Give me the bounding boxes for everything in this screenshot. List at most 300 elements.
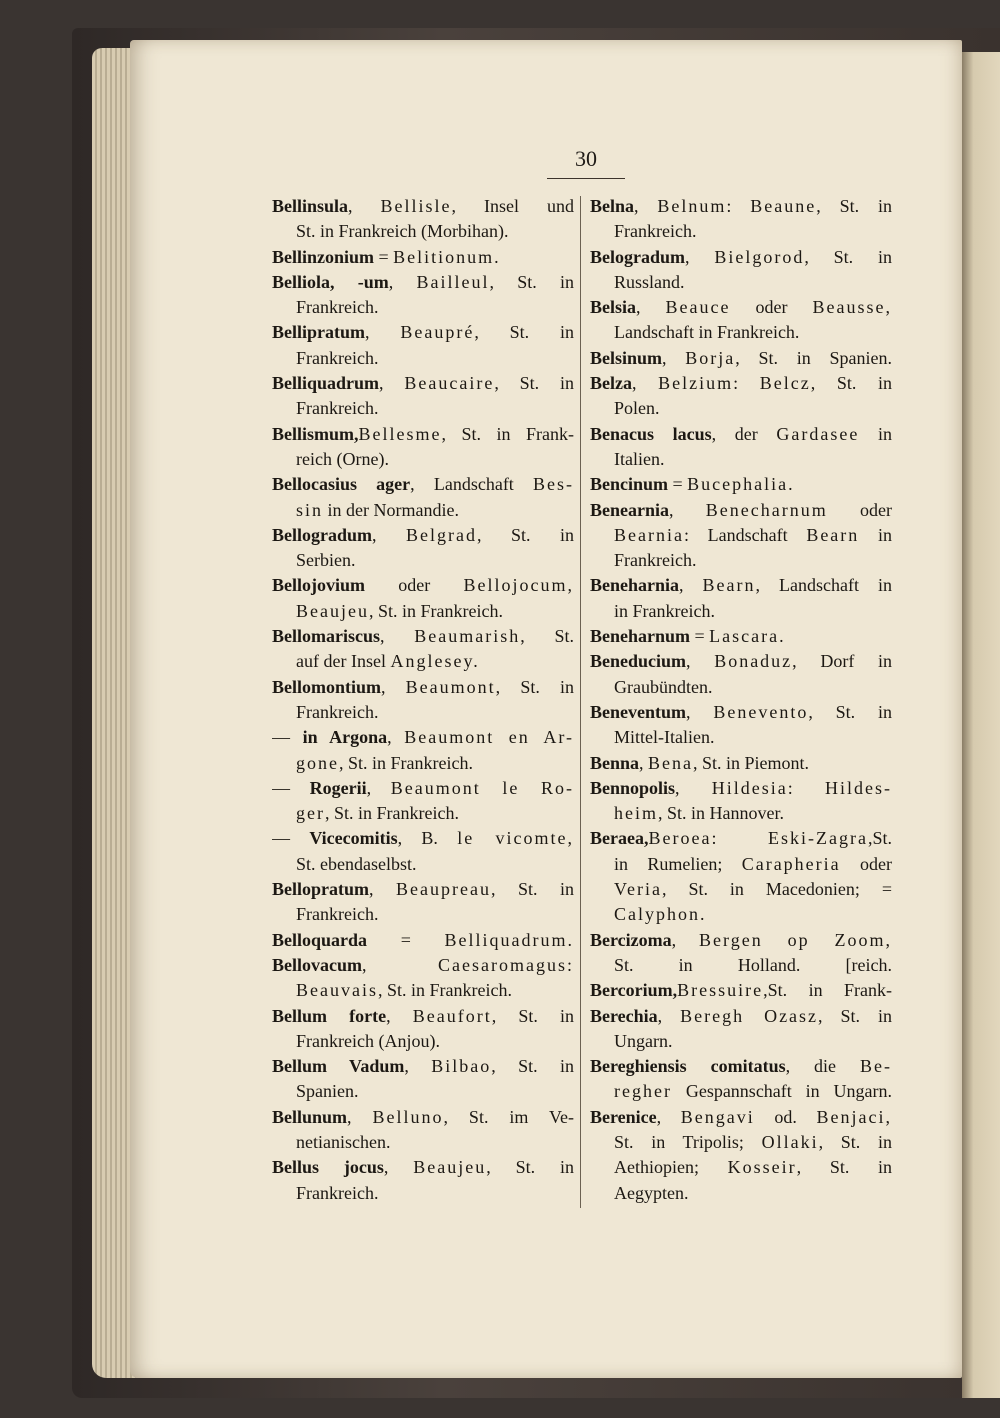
entry-text: = <box>374 246 394 267</box>
left-column-line <box>272 1155 574 1180</box>
spaced-name: Beregh Ozasz <box>680 1005 819 1026</box>
headword: Bereghiensis comitatus <box>590 1056 786 1077</box>
headword: Bellogradum <box>272 524 373 545</box>
right-column-line <box>590 1004 892 1029</box>
entry-text: Frankreich. <box>296 347 379 368</box>
entry-text: St. ebendaselbst. <box>296 853 417 874</box>
spaced-name: Beaumont en Ar- <box>404 727 574 748</box>
entry-text: = <box>367 929 445 950</box>
entry-text: in <box>859 524 892 545</box>
entry-text: , <box>369 879 397 900</box>
right-column-line <box>590 371 892 396</box>
entry-text: Mittel-Italien. <box>614 727 715 748</box>
headword: Bellinzonium <box>272 246 375 267</box>
left-column-line <box>272 573 574 598</box>
spaced-name: Belcz <box>759 373 811 394</box>
spaced-name: Belliquadrum. <box>444 929 574 950</box>
spaced-name: gone <box>296 752 339 773</box>
spaced-name: Bailleul <box>416 271 490 292</box>
entry-text: oder <box>840 853 892 874</box>
right-column-line <box>590 1155 892 1180</box>
left-column-line <box>272 1079 574 1104</box>
spaced-name: Benjaci, <box>816 1106 892 1127</box>
spaced-name: Bellisle <box>380 196 452 216</box>
right-column-line <box>590 877 892 902</box>
left-column-line <box>272 1054 574 1079</box>
entry-text: , <box>632 373 659 394</box>
entry-text: , Landschaft in <box>755 575 892 596</box>
headword: Benna <box>590 752 640 773</box>
spaced-name: Bellojocum, <box>463 575 574 596</box>
spaced-name: Benecharnum <box>705 499 828 520</box>
left-column-line <box>272 1181 574 1206</box>
entry-text: St. in Frankreich (Morbihan). <box>296 221 509 242</box>
entry-text: in <box>859 423 892 444</box>
right-column-line <box>590 523 892 548</box>
entry-text: , <box>383 1157 414 1178</box>
entry-text: Serbien. <box>296 550 356 571</box>
entry-text: , <box>380 626 415 647</box>
right-column-line <box>590 776 892 801</box>
spaced-name: Kosseir <box>727 1157 797 1178</box>
spaced-name: Hildesia <box>711 777 788 798</box>
right-column-line <box>590 725 892 750</box>
entry-text: , <box>347 1106 373 1127</box>
spaced-name: Bielgorod <box>714 246 805 267</box>
headword: Benacus lacus <box>590 423 712 444</box>
right-column-line <box>590 902 892 927</box>
entry-text: , St. in <box>494 373 574 394</box>
spaced-name: Anglesey. <box>390 651 480 672</box>
spaced-name: Bonaduz <box>714 651 793 672</box>
right-column-line <box>590 447 892 472</box>
headword: Beneventum <box>590 701 686 722</box>
spaced-name: Beaufort <box>412 1005 492 1026</box>
entry-text: , der <box>711 423 777 444</box>
right-column-line <box>590 751 892 776</box>
headword: Benearnia <box>590 499 669 520</box>
entry-text: Frankreich. <box>296 297 379 318</box>
entry-text: , St. in <box>474 322 574 343</box>
entry-text: Polen. <box>614 398 660 419</box>
entry-text: , St. in <box>796 1157 892 1178</box>
entry-text: , St. in <box>810 373 892 394</box>
headword: Bellopratum <box>272 879 369 900</box>
left-column-line <box>272 928 574 953</box>
headword: Belloquarda <box>272 929 368 950</box>
entry-text: : <box>726 196 751 216</box>
entry-text: : <box>733 373 760 394</box>
right-column-line <box>590 422 892 447</box>
entry-text: , <box>379 373 405 394</box>
entry-text: in Rumelien; <box>614 853 742 874</box>
entry-text: = <box>690 626 710 647</box>
entry-text: , St. in <box>816 196 892 216</box>
entry-text: , <box>639 752 649 773</box>
right-column-line <box>590 320 892 345</box>
right-column-line <box>590 1079 892 1104</box>
entry-text: Frankreich (Anjou). <box>296 1030 440 1051</box>
left-column-line <box>272 953 574 978</box>
spaced-name: Beaujeu <box>296 600 369 621</box>
entry-text: , B. <box>397 828 458 849</box>
spaced-name: Beausse, <box>812 297 892 318</box>
right-column-line <box>590 396 892 421</box>
spaced-name: Beaumarish <box>414 626 521 647</box>
headword: Bellus jocus <box>272 1157 384 1178</box>
spaced-name: sin <box>296 499 324 520</box>
entry-text: , <box>656 1106 681 1127</box>
entry-text: netianischen. <box>296 1131 391 1152</box>
spaced-name: Beroea <box>648 828 712 849</box>
left-column-line <box>272 826 574 851</box>
left-column-line <box>272 396 574 421</box>
entry-text: , <box>679 575 703 596</box>
headword: in Argona <box>302 727 388 748</box>
right-column-line <box>590 624 892 649</box>
spaced-name: Bearn <box>702 575 756 596</box>
right-column-line <box>590 573 892 598</box>
spaced-name: Be- <box>860 1056 892 1077</box>
entry-text: , <box>636 297 666 318</box>
entry-text: , St. in <box>491 1056 574 1077</box>
right-column <box>590 194 892 1206</box>
entry-text: oder <box>827 499 892 520</box>
entry-text: oder <box>365 575 464 596</box>
headword: Bellipratum <box>272 322 365 343</box>
right-column-line <box>590 295 892 320</box>
right-column-line <box>590 194 892 219</box>
left-column-line <box>272 801 574 826</box>
headword: Bellum Vadum <box>272 1056 405 1077</box>
spaced-name: Bellesme <box>358 423 442 444</box>
right-column-line <box>590 700 892 725</box>
entry-text: , St. in Piemont. <box>693 752 810 773</box>
left-column-line <box>272 194 574 219</box>
headword: Belna <box>590 196 635 216</box>
headword: Beneducium <box>590 651 687 672</box>
spaced-name: regher <box>614 1081 672 1102</box>
entry-text: Frankreich. <box>614 550 697 571</box>
entry-text: , Insel und <box>451 196 574 216</box>
right-column-line <box>590 1029 892 1054</box>
spaced-name: heim <box>614 803 658 824</box>
headword: Belza <box>590 373 632 394</box>
left-column-line <box>272 1130 574 1155</box>
entry-text: , <box>686 651 715 672</box>
entry-text: St. in Tripolis; <box>614 1131 762 1152</box>
entry-text: od. <box>754 1106 817 1127</box>
entry-text: — <box>272 828 310 849</box>
entry-text: oder <box>730 297 813 318</box>
entry-text: — <box>272 727 303 748</box>
right-column-line <box>590 801 892 826</box>
headword: Bercizoma <box>590 929 672 950</box>
spaced-name: Bearn <box>806 524 860 545</box>
headword: Belogradum <box>590 246 686 267</box>
spaced-name: Bressuire <box>677 980 764 1001</box>
headword: Bellinsula <box>272 196 349 216</box>
spaced-name: Bearnia <box>614 524 684 545</box>
left-column-line <box>272 422 574 447</box>
spaced-name: Belzium <box>658 373 734 394</box>
entry-text: , St. <box>520 626 574 647</box>
spaced-name: Calyphon. <box>614 904 707 925</box>
right-column-line <box>590 852 892 877</box>
right-column-line <box>590 928 892 953</box>
left-column-line <box>272 624 574 649</box>
headword: Bellocasius ager <box>272 474 411 495</box>
entry-text: Russland. <box>614 271 685 292</box>
left-column-line <box>272 1105 574 1130</box>
headword: Belsia <box>590 297 637 318</box>
left-column-line <box>272 447 574 472</box>
right-column-line <box>590 270 892 295</box>
entry-text: , <box>362 954 439 975</box>
spaced-name: Beaumont le Ro- <box>390 777 574 798</box>
entry-text: , <box>387 727 405 748</box>
spaced-name: Bes- <box>533 474 574 495</box>
left-column-line <box>272 523 574 548</box>
spaced-name: Belnum <box>657 196 727 216</box>
entry-text: : Landschaft <box>683 524 807 545</box>
right-column-line <box>590 498 892 523</box>
entry-text: , <box>386 1005 413 1026</box>
right-column-line <box>590 649 892 674</box>
headword: Bellomontium <box>272 676 382 697</box>
spaced-name: Lascara. <box>709 626 786 647</box>
entry-text: , St. in <box>808 701 892 722</box>
headword: Beneharnia <box>590 575 680 596</box>
headword: Beneharnum <box>590 626 691 647</box>
headword: Berenice <box>590 1106 657 1127</box>
entry-text: : <box>787 777 825 798</box>
entry-text: , St. in Frankreich. <box>324 803 459 824</box>
spaced-name: Benevento <box>713 701 809 722</box>
left-column-line <box>272 1004 574 1029</box>
entry-text: , <box>685 246 715 267</box>
entry-text: Gespannschaft in Ungarn. <box>671 1081 892 1102</box>
entry-text: , <box>657 1005 681 1026</box>
left-column-line <box>272 776 574 801</box>
left-column-line <box>272 245 574 270</box>
entry-text: Aegypten. <box>614 1182 689 1203</box>
entry-text: : <box>711 828 769 849</box>
headword: Berechia <box>590 1005 658 1026</box>
spaced-name: Veria <box>614 879 662 900</box>
entry-text: , <box>348 196 381 216</box>
right-column-line <box>590 472 892 497</box>
spaced-name: Beaupreau <box>396 879 491 900</box>
spaced-name: Beaupré <box>400 322 475 343</box>
spaced-name: Hildes- <box>825 777 892 798</box>
right-column-line <box>590 219 892 244</box>
headword: Bellismum, <box>272 423 359 444</box>
entry-text: Italien. <box>614 448 665 469</box>
spaced-name: Belluno <box>372 1106 444 1127</box>
spaced-name: Bengavi <box>680 1106 755 1127</box>
spaced-name: Beaune <box>750 196 817 216</box>
entry-text: , St. in <box>818 1131 892 1152</box>
spaced-name: Bergen op Zoom, <box>699 929 892 950</box>
entry-text: reich (Orne). <box>296 448 389 469</box>
entry-text: , St. in <box>486 1157 574 1178</box>
spaced-name: Beaumont <box>405 676 496 697</box>
entry-text: , St. in Frankreich. <box>377 980 512 1001</box>
left-column-line <box>272 548 574 573</box>
headword: Belsinum <box>590 347 663 368</box>
headword: Bellovacum <box>272 954 362 975</box>
headword: Bennopolis <box>590 777 676 798</box>
entry-text: Frankreich. <box>296 1182 379 1203</box>
headword: Bellum forte <box>272 1005 387 1026</box>
entry-text: Landschaft in Frankreich. <box>614 322 800 343</box>
entry-text: , St. in <box>489 271 574 292</box>
left-column-line <box>272 371 574 396</box>
entry-text: — <box>272 777 310 798</box>
left-column-line <box>272 649 574 674</box>
entry-text: , St. in <box>495 676 574 697</box>
facing-page-edge <box>962 52 1000 1398</box>
spaced-name: Belgrad <box>406 524 477 545</box>
spaced-name: Bena <box>648 752 694 773</box>
entry-text: , <box>365 322 401 343</box>
entry-text: , <box>675 777 712 798</box>
entry-text: , Dorf in <box>792 651 892 672</box>
entry-text: , <box>669 499 706 520</box>
left-column-line <box>272 700 574 725</box>
entry-text: , <box>662 347 686 368</box>
entry-text: Frankreich. <box>614 221 697 242</box>
headword: Rogerii <box>309 777 367 798</box>
entry-text: , St. im Ve- <box>443 1106 574 1127</box>
entry-text: , St. in Hannover. <box>658 803 784 824</box>
entry-text: , Landschaft <box>410 474 533 495</box>
right-column-line <box>590 346 892 371</box>
entry-text: in der Normandie. <box>323 499 459 520</box>
left-column-line <box>272 725 574 750</box>
entry-text: ,St. <box>867 828 892 849</box>
entry-text: , <box>372 524 407 545</box>
left-column-line <box>272 498 574 523</box>
entry-text: , <box>634 196 658 216</box>
entry-text: , St. in Frankreich. <box>368 600 503 621</box>
entry-text: Ungarn. <box>614 1030 673 1051</box>
entry-text: , St. in <box>804 246 892 267</box>
page-number-rule <box>547 178 625 179</box>
entry-text: , St. in Frank- <box>441 423 574 444</box>
entry-text: = <box>668 474 688 495</box>
headword: Belliola, -um <box>272 271 389 292</box>
entry-text: , St. in <box>491 1005 574 1026</box>
headword: Bellomariscus <box>272 626 380 647</box>
left-column-line <box>272 270 574 295</box>
spaced-name: Beauce <box>665 297 731 318</box>
entry-text: St. in Holland. [reich. <box>614 954 892 975</box>
headword: Beraea, <box>590 828 649 849</box>
left-column-line <box>272 320 574 345</box>
entry-text: Aethiopien; <box>614 1157 728 1178</box>
right-column-line <box>590 1130 892 1155</box>
left-column-line <box>272 346 574 371</box>
spaced-name: Borja <box>685 347 736 368</box>
spaced-name: Gardasee <box>776 423 860 444</box>
right-column-line <box>590 826 892 851</box>
left-column <box>272 194 574 1206</box>
entry-text: , St. in <box>818 1005 892 1026</box>
entry-text: Spanien. <box>296 1081 359 1102</box>
headword: Bellunum <box>272 1106 348 1127</box>
entry-text: in Frankreich. <box>614 600 715 621</box>
headword: Bercorium, <box>590 980 678 1001</box>
column-divider <box>580 196 581 1208</box>
right-column-line <box>590 1181 892 1206</box>
entry-text: , St. in <box>490 879 574 900</box>
left-column-line <box>272 978 574 1003</box>
headword: Belliquadrum <box>272 373 380 394</box>
right-column-line <box>590 1105 892 1130</box>
entry-text: Graubündten. <box>614 676 713 697</box>
entry-text: , <box>686 701 714 722</box>
spaced-name: Ollaki <box>761 1131 819 1152</box>
entry-text: , die <box>785 1056 860 1077</box>
entry-text: , St. in <box>477 524 574 545</box>
entry-text: , St. in Macedonien; = <box>661 879 892 900</box>
spaced-name: Bucephalia. <box>687 474 795 495</box>
left-column-line <box>272 1029 574 1054</box>
spaced-name: Caesaromagus: <box>438 954 574 975</box>
spaced-name: Eski-Zagra <box>768 828 868 849</box>
entry-text: , <box>366 777 391 798</box>
headword: Bellojovium <box>272 575 365 596</box>
left-column-line <box>272 675 574 700</box>
entry-text: , St. in Spanien. <box>735 347 892 368</box>
spaced-name: Belitionum. <box>393 246 501 267</box>
spaced-name: Bilbao <box>431 1056 492 1077</box>
entry-text: , <box>388 271 417 292</box>
entry-text: Frankreich. <box>296 701 379 722</box>
page-number: 30 <box>575 146 597 171</box>
left-column-line <box>272 751 574 776</box>
entry-text: , <box>671 929 700 950</box>
right-column-line <box>590 599 892 624</box>
right-column-line <box>590 245 892 270</box>
spaced-name: Beaujeu <box>413 1157 487 1178</box>
spaced-name: Beaucaire <box>404 373 495 394</box>
left-column-line <box>272 852 574 877</box>
entry-text: Frankreich. <box>296 904 379 925</box>
spaced-name: ger <box>296 803 325 824</box>
left-column-line <box>272 599 574 624</box>
entry-text: , <box>381 676 406 697</box>
headword: Bencinum <box>590 474 669 495</box>
right-column-line <box>590 675 892 700</box>
right-column-line <box>590 953 892 978</box>
entry-text: Frankreich. <box>296 398 379 419</box>
spaced-name: Beauvais <box>296 980 378 1001</box>
left-column-line <box>272 877 574 902</box>
left-column-line <box>272 902 574 927</box>
spaced-name: le vicomte, <box>457 828 574 849</box>
left-column-line <box>272 295 574 320</box>
right-column-line <box>590 1054 892 1079</box>
entry-text: ,St. in Frank- <box>763 980 892 1001</box>
left-column-line <box>272 219 574 244</box>
right-column-line <box>590 978 892 1003</box>
entry-text: , St. in Frankreich. <box>339 752 473 773</box>
spaced-name: Carapheria <box>741 853 841 874</box>
entry-text: auf der Insel <box>296 651 391 672</box>
